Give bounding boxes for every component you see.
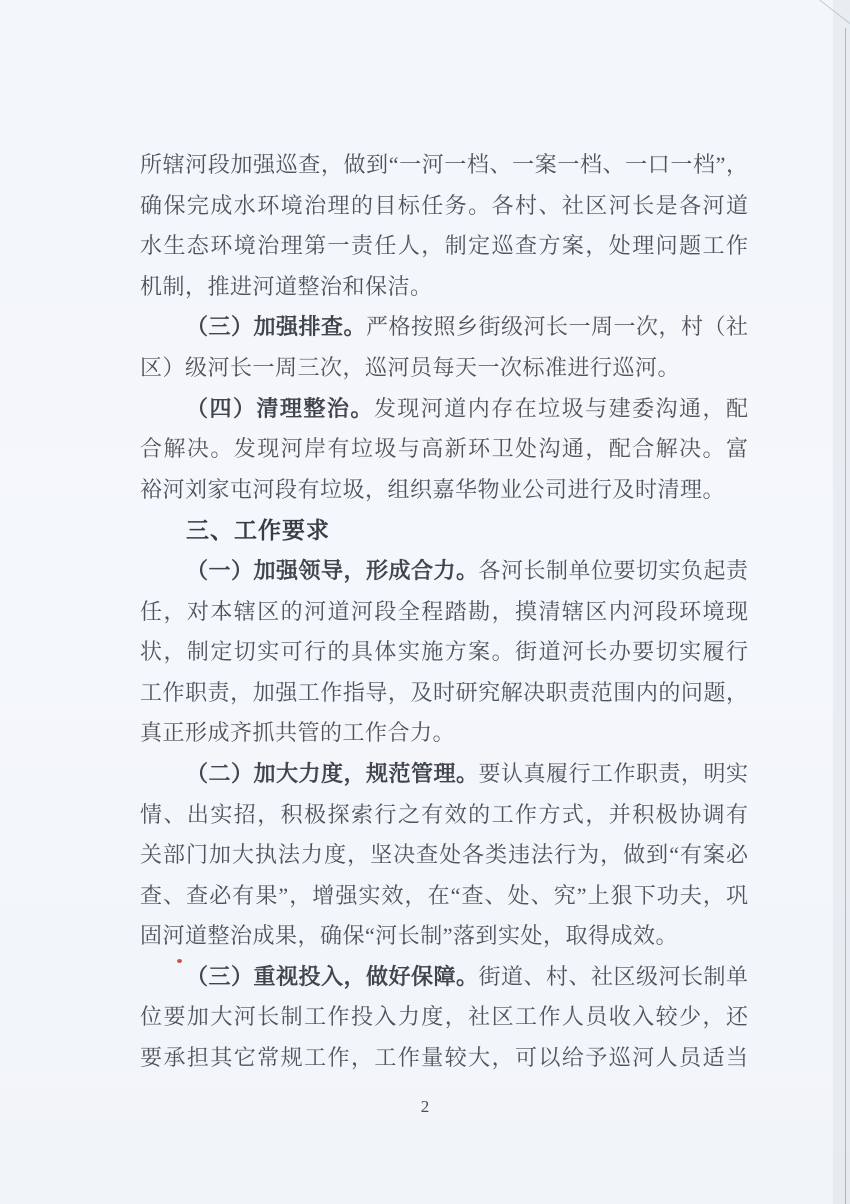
text-line [140,997,748,1038]
text-line [140,632,748,673]
line-lead: （二）加大力度，规范管理。 [186,760,479,786]
line-body: 要承担其它常规工作，工作量较大，可以给予巡河人员适当 [140,1045,748,1071]
text-line [140,307,748,348]
text-line [140,226,748,267]
line-body: 街道、村、社区级河长制单 [478,963,748,989]
line-body: 查、查必有果”，增强实效，在“查、处、究”上狠下功夫，巩 [140,882,748,908]
scan-edge-line [845,28,846,1204]
text-line [140,916,748,957]
text-line [140,348,748,389]
text-line [140,754,748,795]
line-lead: （三）加强排查。 [186,314,366,340]
line-lead: （三）重视投入，做好保障。 [186,963,479,989]
line-body: 工作职责，加强工作指导，及时研究解决职责范围内的问题， [140,679,748,705]
line-body: 要认真履行工作职责，明实 [478,760,748,786]
heading-text: 三、工作要求 [186,517,330,544]
line-body: 所辖河段加强巡查，做到“一河一档、一案一档、一口一档”， [140,152,749,177]
text-line [140,957,748,998]
line-body: 任，对本辖区的河道河段全程踏勘，摸清辖区内河段环境现 [140,598,748,624]
document-text [140,145,748,1079]
line-body: 水生态环境治理第一责任人，制定巡查方案，处理问题工作 [140,233,748,259]
section-heading [140,510,748,551]
line-body: 合解决。发现河岸有垃圾与高新环卫处沟通，配合解决。富 [140,436,748,462]
line-body: 关部门加大执法力度，坚决查处各类违法行为，做到“有案必 [140,842,748,868]
line-body: 裕河刘家屯河段有垃圾，组织嘉华物业公司进行及时清理。 [140,476,726,502]
text-line [140,389,748,430]
text-line [140,429,748,470]
line-body: 真正形成齐抓共管的工作合力。 [140,720,456,746]
page-number: 2 [420,1097,430,1116]
line-body: 区）级河长一周三次，巡河员每天一次标准进行巡河。 [140,354,681,380]
text-line [140,186,748,227]
text-line [140,876,748,917]
text-line [140,713,748,754]
line-body: 机制，推进河道整治和保洁。 [140,273,433,299]
text-line [140,795,748,836]
text-line [140,835,748,876]
text-line [140,673,748,714]
line-lead: （一）加强领导，形成合力。 [186,557,479,583]
text-line [140,145,748,186]
text-line [140,551,748,592]
text-line [140,267,748,308]
text-line [140,1038,748,1079]
line-body: 位要加大河长制工作投入力度，社区工作人员收入较少，还 [140,1004,748,1030]
line-body: 固河道整治成果，确保“河长制”落到实处，取得成效。 [140,923,679,949]
line-body: 状，制定切实可行的具体实施方案。街道河长办要切实履行 [140,639,748,665]
line-lead: （四）清理整治。 [186,395,374,421]
text-line [140,592,748,633]
line-body: 各河长制单位要切实负起责 [478,557,748,583]
line-body: 确保完成水环境治理的目标任务。各村、社区河长是各河道 [140,192,748,218]
text-line [140,470,748,511]
line-body: 发现河道内存在垃圾与建委沟通，配 [373,395,748,421]
line-body: 情、出实招，积极探索行之有效的工作方式，并积极协调有 [140,801,748,827]
line-body: 严格按照乡街级河长一周一次，村（社 [366,314,748,340]
scan-shade-strip [833,0,850,1204]
